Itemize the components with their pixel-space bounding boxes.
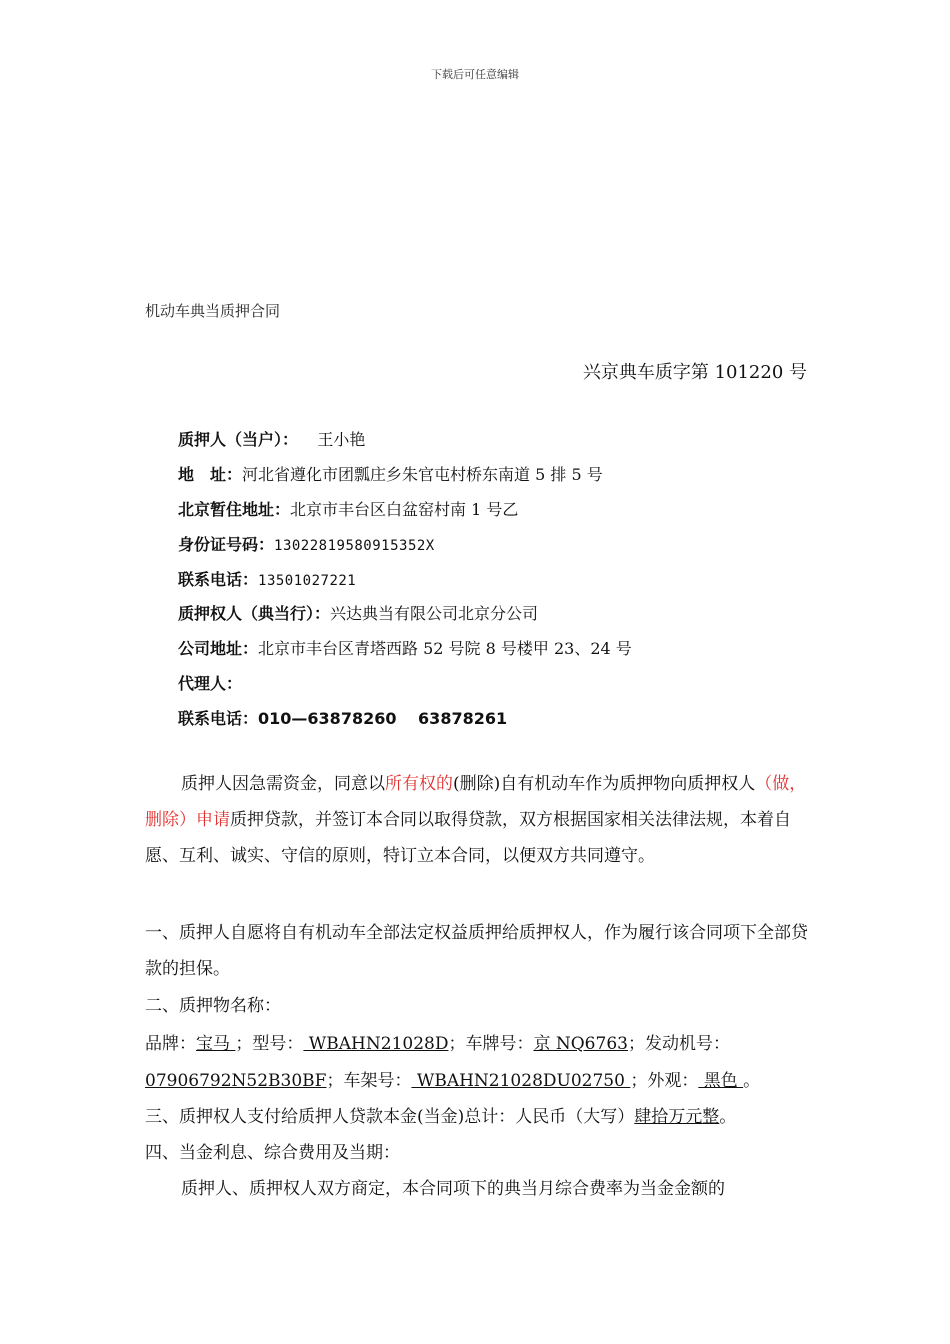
address-label: 地 址： (178, 465, 243, 484)
bj-address-row (178, 500, 518, 520)
pledgee-label: 质押权人（典当行）： (178, 604, 331, 623)
company-phone-value: 010—63878260 63878261 (258, 709, 508, 728)
address-value: 河北省遵化市团瓢庄乡朱官屯村桥东南道 5 排 5 号 (242, 465, 603, 484)
intro-text-3: 质押贷款，并签订本合同以取得贷款，双方根据国家相关法律法规，本着自愿、互利、诚实、守信的原则，特订立本合同，以便双方共同遵守。 (145, 810, 791, 866)
agent-row (178, 674, 242, 694)
pledgor-value: 王小艳 (317, 430, 366, 449)
id-row (178, 535, 435, 556)
brand-value: 宝马 (196, 1034, 236, 1054)
clause-4-heading: 四、当金利息、综合费用及当期： (145, 1143, 400, 1163)
look-label: ；外观： (630, 1071, 699, 1091)
contract-number: 兴京典车质字第 101220 号 (582, 362, 807, 383)
bj-address-label: 北京暂住地址： (178, 500, 291, 519)
intro-text-2: (删除)自有机动车作为质押物向质押权人 (453, 774, 756, 794)
bj-address-value: 北京市丰台区白盆窑村南 1 号乙 (290, 500, 519, 519)
id-value: 13022819580915352X (274, 538, 435, 554)
clause-3-text: 三、质押权人支付给质押人贷款本金(当金)总计：人民币（大写） (145, 1107, 635, 1127)
company-phone-row (178, 709, 507, 729)
page-header-note: 下载后可任意编辑 (431, 68, 519, 81)
look-end: 。 (743, 1071, 761, 1091)
agent-label: 代理人： (178, 674, 243, 693)
look-value: 黑色 (698, 1071, 744, 1091)
company-phone-label: 联系电话： (178, 709, 259, 728)
address-row (178, 465, 603, 485)
model-value: WBAHN21028D (303, 1034, 449, 1054)
intro-paragraph (145, 766, 810, 874)
company-address-value: 北京市丰台区青塔西路 52 号院 8 号楼甲 23、24 号 (258, 639, 632, 658)
plate-value: 京 NQ6763 (533, 1034, 628, 1054)
clause-1: 一、质押人自愿将自有机动车全部法定权益质押给质押权人，作为履行该合同项下全部贷款的担保。 (145, 923, 808, 979)
intro-red-text-1: 所有权的 (385, 774, 453, 794)
phone-value: 13501027221 (258, 573, 357, 589)
clause-3-end: 。 (719, 1107, 737, 1127)
pledge-item-row-1 (145, 1029, 730, 1054)
frame-value: WBAHN21028DU02750 (411, 1071, 631, 1091)
clause-4-text: 质押人、质押权人双方商定，本合同项下的典当月综合费率为当金金额的 (181, 1179, 725, 1199)
engine-value: 07906792N52B30BF (145, 1071, 327, 1091)
plate-label: ；车牌号： (448, 1034, 534, 1054)
pledge-item-row-2 (145, 1066, 760, 1091)
company-address-label: 公司地址： (178, 639, 259, 658)
pledgor-label: 质押人（当户）： (178, 430, 299, 449)
pledgee-value: 兴达典当有限公司北京分公司 (330, 604, 539, 623)
brand-label: 品牌： (145, 1034, 196, 1054)
model-label: ；型号： (235, 1034, 304, 1054)
frame-label: ；车架号： (326, 1071, 412, 1091)
document-title: 机动车典当质押合同 (145, 302, 281, 320)
id-label: 身份证号码： (178, 535, 275, 554)
company-address-row (178, 639, 632, 659)
engine-label: ；发动机号： (627, 1034, 730, 1054)
pledgee-row (178, 604, 538, 624)
phone-label: 联系电话： (178, 570, 259, 589)
clause-2-heading: 二、质押物名称： (145, 996, 281, 1016)
intro-red-text-2: （做，删除）申请 (145, 774, 807, 830)
phone-row (178, 570, 356, 591)
clause-3-amount: 肆拾万元整 (634, 1107, 720, 1127)
clause-3 (145, 1102, 736, 1127)
pledgor-row (178, 430, 365, 450)
intro-text-1: 质押人因急需资金，同意以 (181, 774, 385, 794)
